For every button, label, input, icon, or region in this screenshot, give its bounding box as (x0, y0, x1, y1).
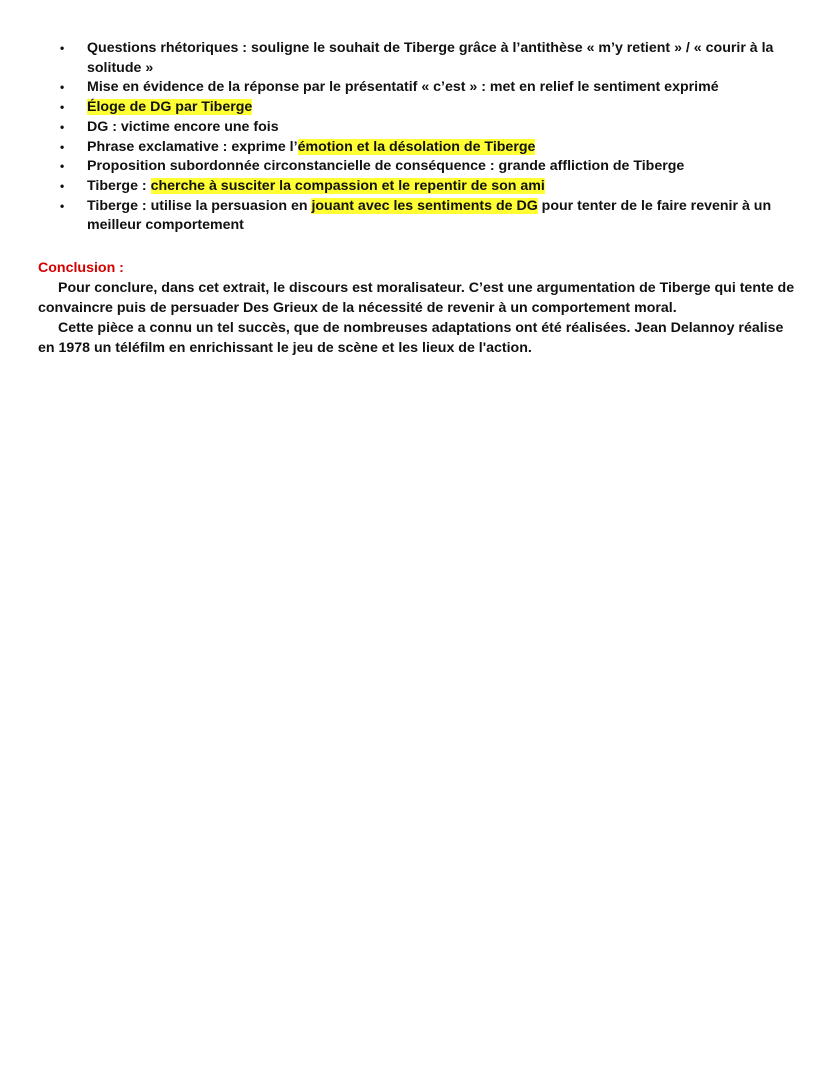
bullet-dot: • (60, 178, 65, 193)
bullet-dot: • (60, 139, 65, 154)
bullet-item (60, 98, 780, 118)
bullet-item (60, 138, 780, 158)
bullet-dot: • (60, 119, 65, 134)
bullet-text: pour tenter de le faire revenir à un meilleur comportement (87, 197, 772, 234)
bullet-text: Questions rhétoriques : souligne le souhait de Tiberge grâce à l’antithèse « m’y retient » / « courir à la solitude » (87, 40, 774, 76)
bullet-dot: • (60, 198, 65, 213)
bullet-text: Tiberge : utilise la persuasion en (87, 197, 312, 214)
highlighted-text: jouant avec les sentiments de DG (311, 197, 538, 214)
conclusion-paragraph-2: Cette pièce a connu un tel succès, que de nombreuses adaptations ont été réalisées. Jean Delannoy réalise en 1978 un téléfilm en enrichissant le jeu de scène et les lieux de l'action. (38, 320, 784, 356)
highlighted-text: Éloge de DG par Tiberge (87, 99, 253, 116)
bullet-dot: • (60, 159, 65, 174)
bullet-dot: • (60, 100, 65, 115)
analysis-bullet-list (60, 39, 780, 236)
bullet-item (60, 177, 780, 197)
conclusion-heading: Conclusion : (38, 260, 124, 276)
bullet-text: Mise en évidence de la réponse par le présentatif « c’est » : met en relief le sentiment exprimé (87, 79, 719, 96)
conclusion-paragraph-1: Pour conclure, dans cet extrait, le discours est moralisateur. C’est une argumentation de Tiberge qui tente de convaincre puis de persuader Des Grieux de la nécessité de revenir à un comportement moral. (38, 280, 795, 316)
bullet-dot: • (60, 41, 65, 55)
bullet-text: DG : victime encore une fois (87, 118, 279, 135)
bullet-item (60, 118, 780, 138)
bullet-text: Phrase exclamative : exprime l’ (87, 138, 298, 155)
bullet-item (60, 197, 780, 236)
bullet-text: Tiberge : (87, 177, 151, 194)
bullet-dot: • (60, 80, 65, 95)
bullet-item (60, 39, 780, 78)
highlighted-text: cherche à susciter la compassion et le repentir de son ami (150, 177, 545, 194)
bullet-text: Proposition subordonnée circonstancielle de conséquence : grande affliction de Tiberge (87, 158, 685, 175)
bullet-item (60, 157, 780, 177)
bullet-item (60, 78, 780, 98)
highlighted-text: émotion et la désolation de Tiberge (297, 138, 536, 155)
